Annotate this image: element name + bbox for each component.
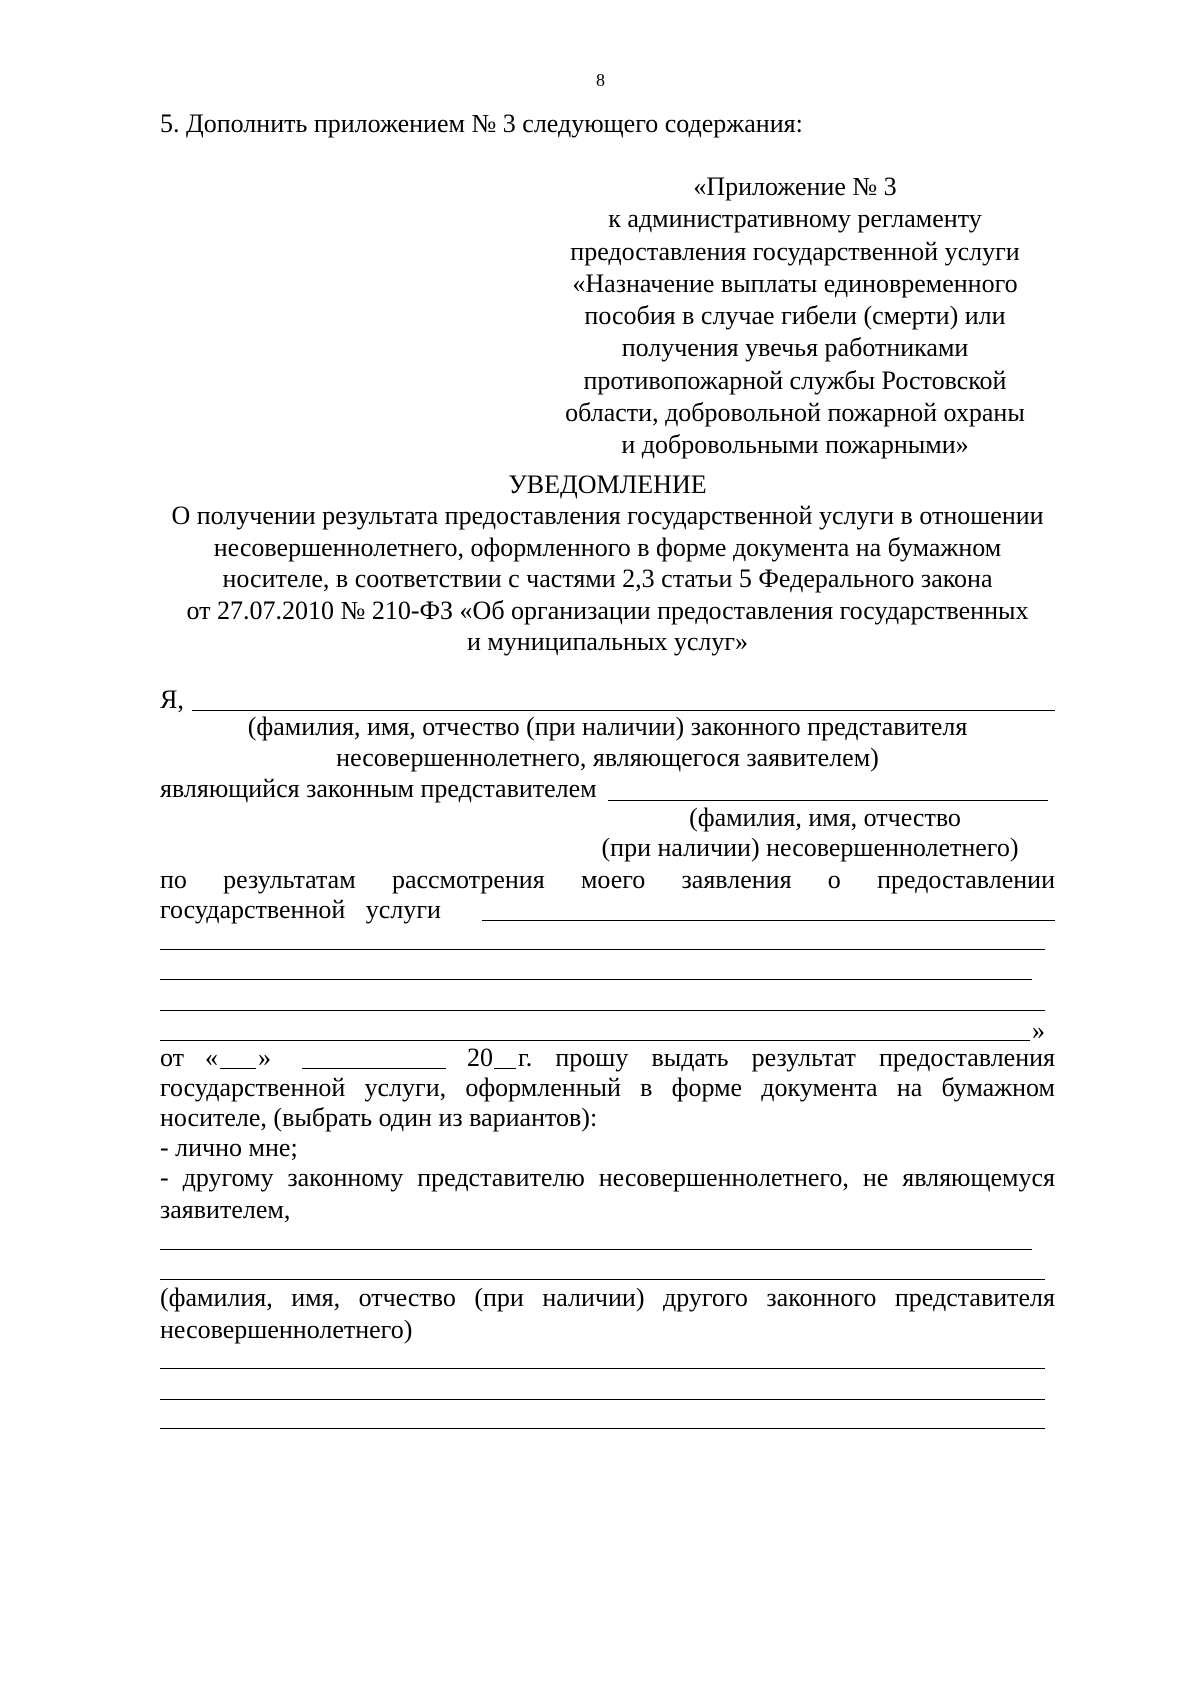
appendix-header-line: предоставления государственной услуги xyxy=(570,236,1020,266)
other-rep-hint: (фамилия, имя, отчество (при наличии) другого законного представителя несовершеннолетнего) xyxy=(160,1283,1055,1344)
year-prefix: 20 xyxy=(467,1043,493,1072)
option-other-representative: - другому законному представителю несовершеннолетнего, не являющемуся заявителем, xyxy=(160,1163,1055,1224)
notice-subtitle-line: О получении результата предоставления государственной услуги в отношении xyxy=(171,501,1044,530)
minor-hint xyxy=(570,803,1050,863)
i-label: Я, xyxy=(160,685,184,714)
minor-hint-line: (фамилия, имя, отчество xyxy=(689,803,961,832)
minor-hint-line: (при наличии) несовершеннолетнего) xyxy=(601,833,1019,862)
other-rep-field[interactable] xyxy=(160,1249,1032,1250)
month-field[interactable] xyxy=(302,1068,446,1069)
appendix-header xyxy=(545,171,1045,462)
closing-quote: » xyxy=(1032,1016,1045,1045)
day-field[interactable] xyxy=(220,1068,256,1069)
request-text-line: г. прошу выдать результат предоставления xyxy=(518,1043,1055,1072)
result-line: по результатам рассмотрения моего заявления о предоставлении xyxy=(160,865,1055,894)
notice-subtitle-line: несовершеннолетнего, оформленного в форме документа на бумажном xyxy=(213,532,1002,562)
date-close-quote: » xyxy=(258,1043,271,1072)
appendix-header-line: «Приложение № 3 xyxy=(693,172,897,201)
blank-line[interactable] xyxy=(160,1428,1045,1429)
appendix-header-line: «Назначение выплаты единовременного xyxy=(572,268,1018,298)
service-name-field[interactable] xyxy=(482,920,1055,921)
minor-name-field[interactable] xyxy=(608,800,1048,801)
appendix-header-line: получения увечья работниками xyxy=(621,333,969,363)
appendix-header-line: к административному регламенту xyxy=(608,204,982,234)
legal-rep-label: являющийся законным представителем xyxy=(160,774,597,803)
date-open-quote: « xyxy=(205,1043,218,1072)
service-label: государственной услуги xyxy=(160,895,441,924)
blank-line[interactable] xyxy=(160,1040,1030,1041)
year-field[interactable] xyxy=(494,1068,516,1069)
page-number: 8 xyxy=(596,70,605,90)
applicant-hint-line: (фамилия, имя, отчество (при наличии) законного представителя xyxy=(247,712,968,741)
option-personally: - лично мне; xyxy=(160,1133,298,1162)
notice-subtitle-line: от 27.07.2010 № 210-ФЗ «Об организации предоставления государственных xyxy=(186,595,1029,625)
intro-line: 5. Дополнить приложением № 3 следующего содержания: xyxy=(160,109,803,138)
appendix-header-line: противопожарной службы Ростовской xyxy=(583,365,1007,395)
notice-subtitle-line: и муниципальных услуг» xyxy=(466,627,749,656)
notice-subtitle xyxy=(130,500,1085,658)
appendix-header-line: области, добровольной пожарной охраны xyxy=(565,398,1025,428)
date-from-label: от xyxy=(160,1043,185,1072)
request-text-line: носителе, (выбрать один из вариантов): xyxy=(160,1103,598,1132)
blank-line[interactable] xyxy=(160,979,1032,980)
blank-line[interactable] xyxy=(160,1010,1045,1011)
notice-title: УВЕДОМЛЕНИЕ xyxy=(508,470,707,499)
appendix-header-line: пособия в случае гибели (смерти) или xyxy=(584,301,1006,331)
blank-line[interactable] xyxy=(160,1368,1045,1369)
blank-line[interactable] xyxy=(160,949,1045,950)
blank-line[interactable] xyxy=(160,1399,1045,1400)
appendix-header-line: и добровольными пожарными» xyxy=(621,430,969,460)
applicant-hint xyxy=(160,711,1055,773)
request-text-line: государственной услуги, оформленный в форме документа на бумажном xyxy=(160,1073,1055,1102)
notice-subtitle-line: носителе, в соответствии с частями 2,3 статьи 5 Федерального закона xyxy=(222,564,993,593)
applicant-hint-line: несовершеннолетнего, являющегося заявителем) xyxy=(336,743,879,772)
other-rep-field[interactable] xyxy=(160,1279,1045,1280)
